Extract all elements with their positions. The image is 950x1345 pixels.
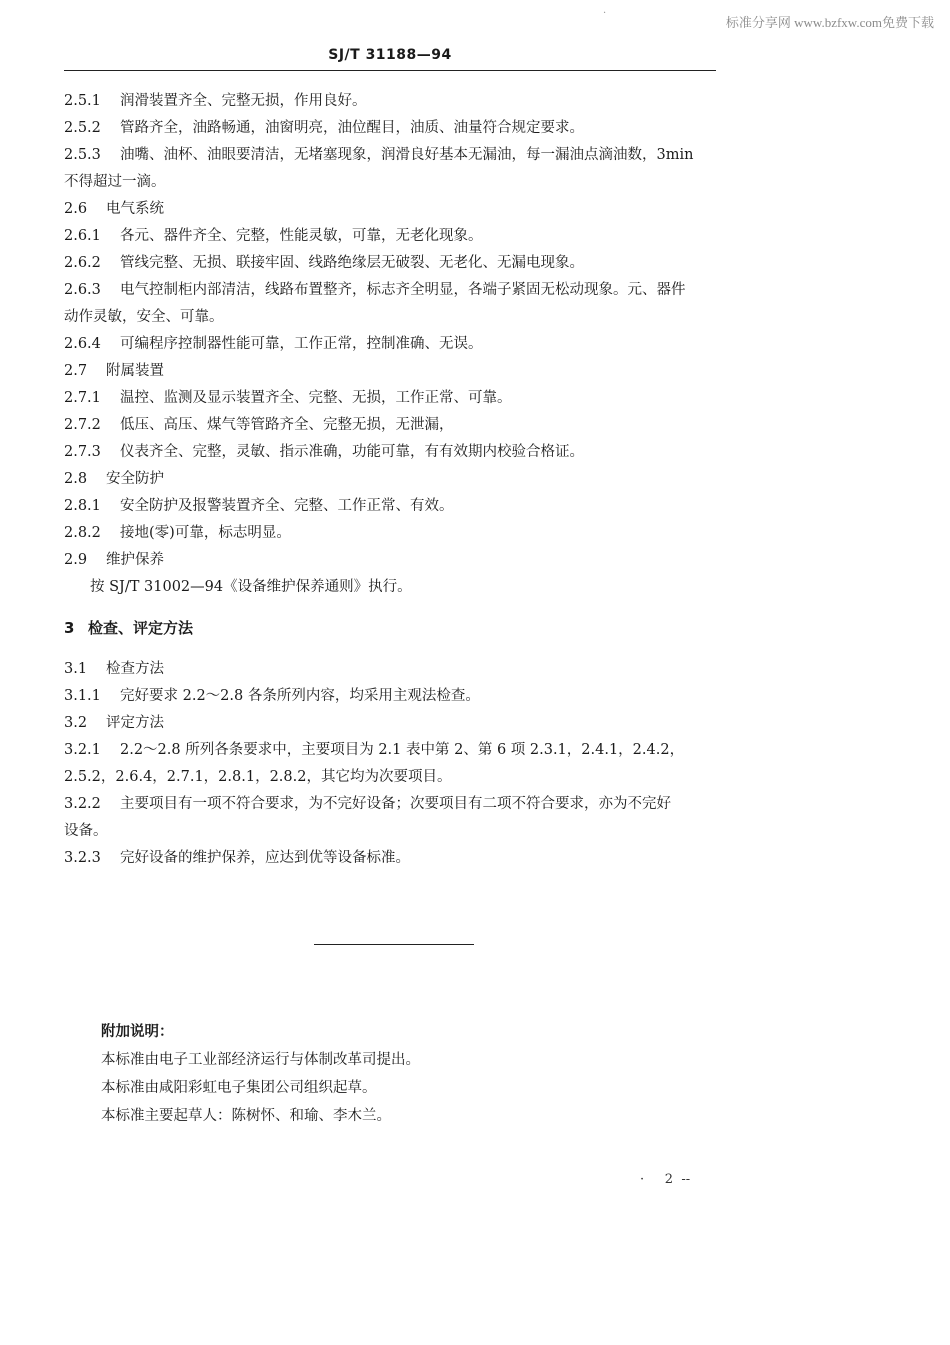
clause-line xyxy=(64,737,724,764)
clause-number: 3.2 xyxy=(64,715,88,731)
clause-line xyxy=(64,439,724,466)
subsection-heading xyxy=(64,196,724,223)
clause-text: 润滑装置齐全、完整无损，作用良好。 xyxy=(120,93,367,109)
clause-number: 3.1.1 xyxy=(64,688,101,704)
document-id: SJ/T 31188—94 xyxy=(328,47,452,63)
page-number-value: 2 xyxy=(664,1172,674,1187)
clause-text: 设备。 xyxy=(64,823,108,839)
clause-text: 主要项目有一项不符合要求，为不完好设备；次要项目有二项不符合要求，亦为不完好 xyxy=(120,796,671,812)
clause-continuation xyxy=(64,304,724,331)
header-rule xyxy=(64,70,716,71)
clause-line xyxy=(64,412,724,439)
clause-line xyxy=(64,845,724,872)
clause-number: 3.2.1 xyxy=(64,742,101,758)
clause-number: 2.9 xyxy=(64,552,88,568)
clause-number: 3.2.3 xyxy=(64,850,101,866)
main-content xyxy=(64,88,724,872)
clause-text: 按 SJ/T 31002—94《设备维护保养通则》执行。 xyxy=(90,579,412,595)
clause-text: 仪表齐全、完整，灵敏、指示准确，功能可靠，有有效期内校验合格证。 xyxy=(120,444,584,460)
clause-line xyxy=(64,277,724,304)
clause-continuation xyxy=(64,818,724,845)
clause-number: 2.7.2 xyxy=(64,417,101,433)
watermark-text: 标准分享网 www.bzfxw.com免费下载 xyxy=(725,15,934,30)
note-item: 本标准由咸阳彩虹电子集团公司组织起草。 xyxy=(101,1080,377,1096)
subsection-heading xyxy=(64,547,724,574)
clause-text: 各元、器件齐全、完整，性能灵敏，可靠，无老化现象。 xyxy=(120,228,483,244)
clause-line xyxy=(64,142,724,169)
clause-text: 接地(零)可靠，标志明显。 xyxy=(120,525,291,541)
clause-continuation xyxy=(64,574,724,601)
subsection-heading xyxy=(64,656,724,683)
clause-text: 2.2～2.8 所列各条要求中，主要项目为 2.1 表中第 2、第 6 项 2.3.1，2.4.1，2.4.2， xyxy=(120,742,685,758)
clause-line xyxy=(64,88,724,115)
additional-notes xyxy=(101,1018,701,1130)
page-number xyxy=(640,1172,690,1187)
clause-line xyxy=(64,683,724,710)
subsection-heading xyxy=(64,358,724,385)
clause-number: 2.5.1 xyxy=(64,93,101,109)
clause-number: 2.5.2 xyxy=(64,120,101,136)
scan-dot: · xyxy=(603,8,607,19)
clause-continuation xyxy=(64,169,724,196)
clause-number: 2.8.1 xyxy=(64,498,101,514)
page-number-suffix: -- xyxy=(673,1172,691,1187)
clause-number: 3.2.2 xyxy=(64,796,101,812)
clause-number: 2.6.1 xyxy=(64,228,101,244)
clause-line xyxy=(64,115,724,142)
clause-text: 管线完整、无损、联接牢固、线路绝缘层无破裂、无老化、无漏电现象。 xyxy=(120,255,584,271)
clause-text: 附属装置 xyxy=(106,363,164,379)
clause-text: 安全防护 xyxy=(106,471,164,487)
clause-number: 2.8 xyxy=(64,471,88,487)
clause-number: 2.6.2 xyxy=(64,255,101,271)
clause-continuation xyxy=(64,764,724,791)
clause-text: 可编程序控制器性能可靠，工作正常，控制准确、无误。 xyxy=(120,336,483,352)
clause-number: 2.8.2 xyxy=(64,525,101,541)
note-item: 本标准主要起草人：陈树怀、和瑜、李木兰。 xyxy=(101,1108,391,1124)
section-heading xyxy=(64,615,724,642)
clause-line xyxy=(64,791,724,818)
clause-text: 不得超过一滴。 xyxy=(64,174,166,190)
clause-line xyxy=(64,385,724,412)
clause-text: 完好要求 2.2～2.8 各条所列内容，均采用主观法检查。 xyxy=(120,688,480,704)
notes-title: 附加说明： xyxy=(101,1024,174,1040)
clause-text: 管路齐全，油路畅通，油窗明亮，油位醒目，油质、油量符合规定要求。 xyxy=(120,120,584,136)
clause-text: 维护保养 xyxy=(106,552,164,568)
clause-text: 完好设备的维护保养，应达到优等设备标准。 xyxy=(120,850,410,866)
clause-text: 动作灵敏，安全、可靠。 xyxy=(64,309,224,325)
clause-number: 2.6.3 xyxy=(64,282,101,298)
clause-line xyxy=(64,223,724,250)
clause-text: 油嘴、油杯、油眼要清洁，无堵塞现象，润滑良好基本无漏油，每一漏油点滴油数，3min xyxy=(120,147,694,163)
clause-text: 安全防护及报警装置齐全、完整、工作正常、有效。 xyxy=(120,498,454,514)
clause-number: 2.6 xyxy=(64,201,88,217)
clause-text: 电气控制柜内部清洁，线路布置整齐，标志齐全明显，各端子紧固无松动现象。元、器件 xyxy=(120,282,686,298)
section-title: 检查、评定方法 xyxy=(88,619,194,637)
section-number: 3 xyxy=(64,619,75,637)
clause-line xyxy=(64,493,724,520)
clause-text: 检查方法 xyxy=(106,661,164,677)
note-item: 本标准由电子工业部经济运行与体制改革司提出。 xyxy=(101,1052,420,1068)
clause-text: 评定方法 xyxy=(106,715,164,731)
clause-text: 温控、监测及显示装置齐全、完整、无损，工作正常、可靠。 xyxy=(120,390,512,406)
page-number-prefix: · xyxy=(640,1172,665,1187)
clause-line xyxy=(64,331,724,358)
subsection-heading xyxy=(64,710,724,737)
clause-text: 电气系统 xyxy=(106,201,164,217)
clause-number: 2.7 xyxy=(64,363,88,379)
clause-number: 2.7.1 xyxy=(64,390,101,406)
clause-line xyxy=(64,250,724,277)
clause-text: 低压、高压、煤气等管路齐全、完整无损，无泄漏， xyxy=(120,417,454,433)
clause-number: 2.6.4 xyxy=(64,336,101,352)
clause-number: 2.5.3 xyxy=(64,147,101,163)
clause-number: 2.7.3 xyxy=(64,444,101,460)
clause-line xyxy=(64,520,724,547)
clause-number: 3.1 xyxy=(64,661,88,677)
end-separator-rule xyxy=(314,944,474,945)
subsection-heading xyxy=(64,466,724,493)
clause-text: 2.5.2，2.6.4，2.7.1，2.8.1，2.8.2，其它均为次要项目。 xyxy=(64,769,452,785)
